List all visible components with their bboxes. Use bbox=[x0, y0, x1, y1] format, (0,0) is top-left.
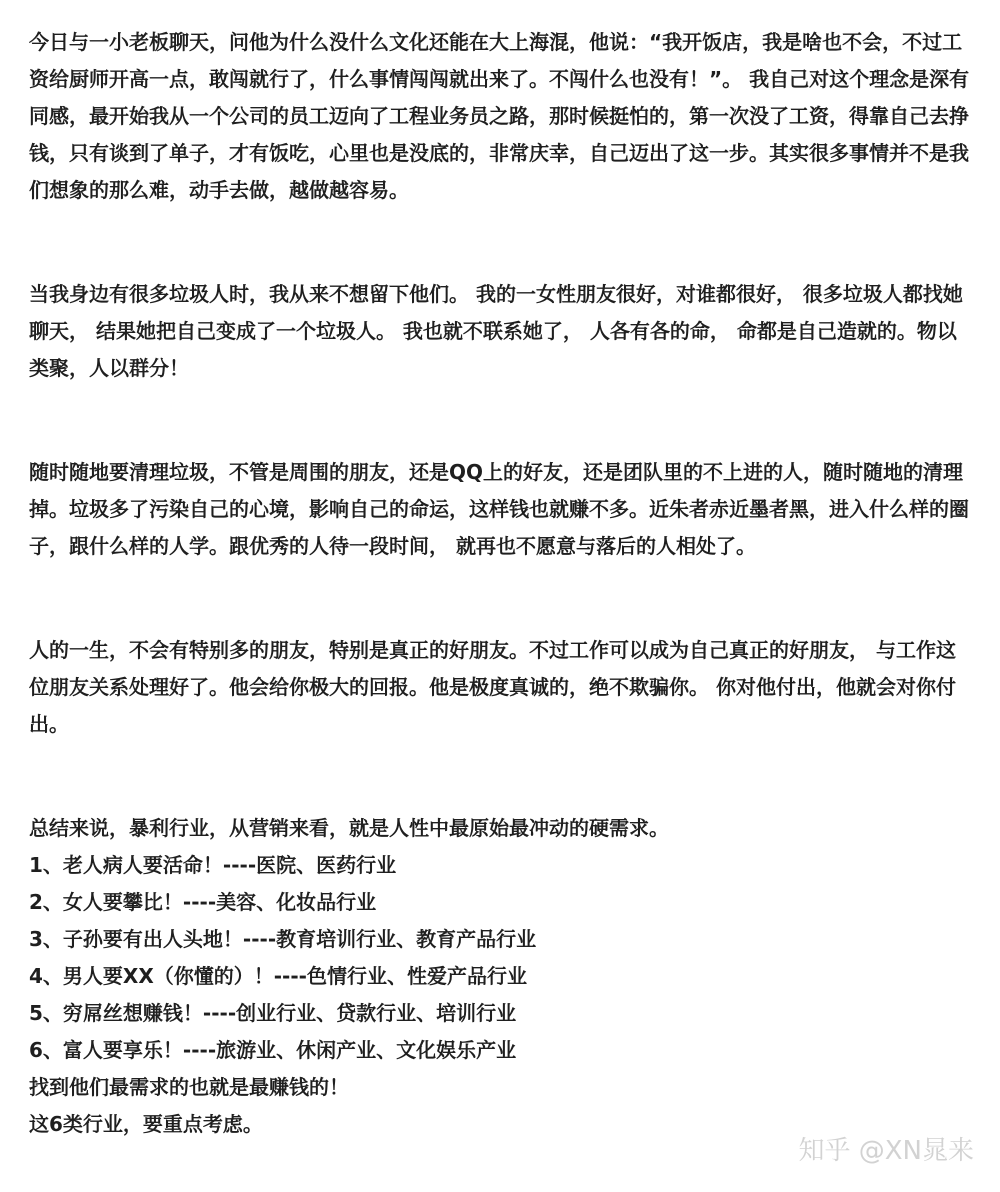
list-item: 3、子孙要有出人头地！----教育培训行业、教育产品行业 bbox=[29, 927, 537, 951]
zhihu-watermark: 知乎 @XN晁来 bbox=[798, 1136, 974, 1166]
paragraph-garbage-people: 当我身边有很多垃圾人时，我从来不想留下他们。 我的一女性朋友很好，对谁都很好， 很多垃圾人都找她聊天， 结果她把自己变成了一个垃圾人。 我也就不联系她了， 人各有各的命， 命都是自己造就的。物以类聚，人以群分！ bbox=[29, 282, 963, 380]
summary-closing: 找到他们最需求的也就是最赚钱的！ bbox=[29, 1075, 349, 1099]
paragraph-work-friend: 人的一生，不会有特别多的朋友，特别是真正的好朋友。不过工作可以成为自己真正的好朋友， 与工作这位朋友关系处理好了。他会给你极大的回报。他是极度真诚的，绝不欺骗你。 你对他付出，他就会对你付出。 bbox=[29, 638, 956, 736]
paragraph-clean-up: 随时随地要清理垃圾，不管是周围的朋友，还是QQ上的好友，还是团队里的不上进的人，随时随地的清理掉。垃圾多了污染自己的心境，影响自己的命运，这样钱也就赚不多。近朱者赤近墨者黑，进入什么样的圈子，跟什么样的人学。跟优秀的人待一段时间， 就再也不愿意与落后的人相处了。 bbox=[29, 460, 969, 558]
article-body bbox=[29, 24, 974, 1143]
paragraph-restaurant-owner: 今日与一小老板聊天，问他为什么没什么文化还能在大上海混，他说：“我开饭店，我是啥也不会，不过工资给厨师开高一点，敢闯就行了，什么事情闯闯就出来了。不闯什么也没有！”。 我自己对这个理念是深有同感，最开始我从一个公司的员工迈向了工程业务员之路，那时候挺怕的，第一次没了工资，得靠自己去挣钱，只有谈到了单子，才有饭吃，心里也是没底的，非常庆幸，自己迈出了这一步。其实很多事情并不是我们想象的那么难，动手去做，越做越容易。 bbox=[29, 30, 970, 202]
list-item: 5、穷屌丝想赚钱！----创业行业、贷款行业、培训行业 bbox=[29, 1001, 517, 1025]
list-item: 1、老人病人要活命！----医院、医药行业 bbox=[29, 853, 397, 877]
list-item: 4、男人要XX（你懂的）！----色情行业、性爱产品行业 bbox=[29, 964, 527, 988]
summary-intro: 总结来说，暴利行业，从营销来看，就是人性中最原始最冲动的硬需求。 bbox=[29, 816, 669, 840]
list-item: 2、女人要攀比！----美容、化妆品行业 bbox=[29, 890, 377, 914]
list-item: 6、富人要享乐！----旅游业、休闲产业、文化娱乐产业 bbox=[29, 1038, 517, 1062]
summary-section bbox=[29, 810, 974, 1143]
summary-closing: 这6类行业，要重点考虑。 bbox=[29, 1112, 263, 1136]
